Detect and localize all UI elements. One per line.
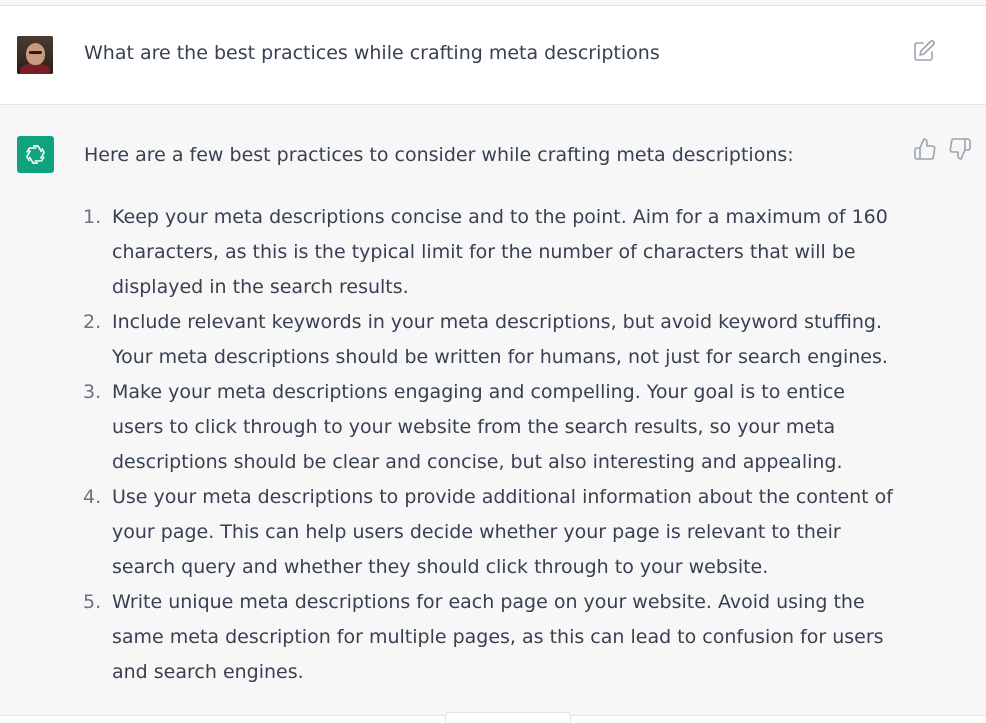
list-item-number: 1. bbox=[83, 206, 102, 228]
list-item-text: Keep your meta descriptions concise and to the point. Aim for a maximum of 160 characters, as this is the typical limit for the number of characters that will be displayed in the search results. bbox=[112, 206, 888, 298]
list-item-number: 2. bbox=[83, 311, 102, 333]
list-item bbox=[0, 200, 902, 305]
edit-icon bbox=[912, 39, 936, 63]
list-item-number: 3. bbox=[83, 381, 102, 403]
list-item bbox=[0, 480, 902, 585]
list-item-text: Include relevant keywords in your meta descriptions, but avoid keyword stuffing. Your meta descriptions should be written for humans, not just for search engines. bbox=[112, 311, 888, 368]
assistant-avatar bbox=[17, 136, 54, 173]
regenerate-button-edge[interactable] bbox=[445, 712, 571, 723]
openai-logo-icon bbox=[23, 142, 48, 167]
user-avatar bbox=[17, 36, 53, 74]
edit-button[interactable] bbox=[912, 39, 936, 63]
thumbs-up-icon bbox=[913, 137, 937, 161]
thumbs-down-icon bbox=[948, 137, 972, 161]
assistant-intro-text: Here are a few best practices to consider while crafting meta descriptions: bbox=[84, 144, 794, 166]
list-item bbox=[0, 375, 902, 480]
thumbs-down-button[interactable] bbox=[948, 137, 972, 161]
list-item-number: 4. bbox=[83, 486, 102, 508]
thumbs-up-button[interactable] bbox=[913, 137, 937, 161]
best-practices-list bbox=[0, 200, 902, 690]
list-item-text: Use your meta descriptions to provide additional information about the content of your page. This can help users decide whether your page is relevant to their search query and whether they should click through to your website. bbox=[112, 486, 893, 578]
list-item-text: Write unique meta descriptions for each page on your website. Avoid using the same meta description for multiple pages, as this can lead to confusion for users and search engines. bbox=[112, 591, 884, 683]
list-item-text: Make your meta descriptions engaging and compelling. Your goal is to entice users to click through to your website from the search results, so your meta descriptions should be clear and concise, but also interesting and appealing. bbox=[112, 381, 845, 473]
list-item bbox=[0, 585, 902, 690]
assistant-message-row bbox=[0, 105, 986, 715]
list-item bbox=[0, 305, 902, 375]
user-message-text: What are the best practices while crafting meta descriptions bbox=[84, 42, 660, 64]
list-item-number: 5. bbox=[83, 591, 102, 613]
user-message-row bbox=[0, 6, 986, 105]
